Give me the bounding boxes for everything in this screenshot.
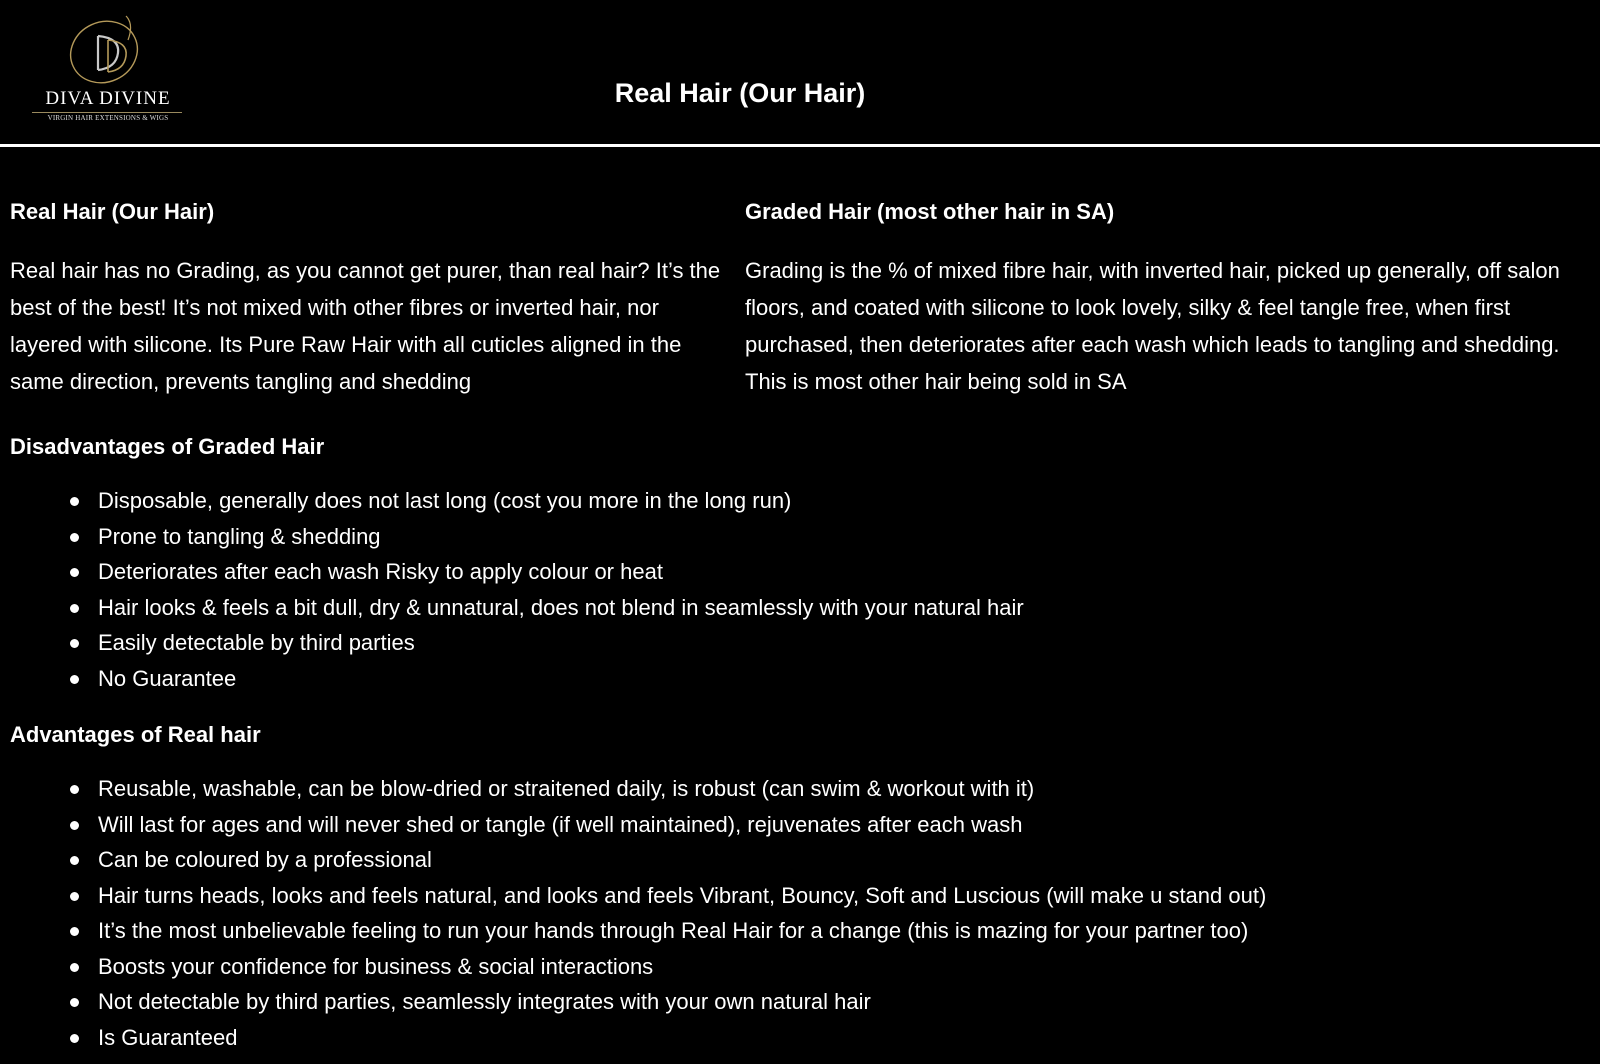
graded-hair-heading: Graded Hair (most other hair in SA) (745, 199, 1115, 224)
real-hair-heading: Real Hair (Our Hair) (10, 199, 215, 224)
diva-divine-logo (30, 10, 190, 130)
bullet-icon (70, 927, 79, 936)
bullet-icon (70, 821, 79, 830)
list-item-text: Hair turns heads, looks and feels natural, and looks and feels Vibrant, Bouncy, Soft and Luscious (will make u stand out) (98, 882, 1267, 908)
dd-monogram-icon (68, 10, 148, 88)
advantages-section (10, 719, 1590, 1055)
bullet-icon (70, 1034, 79, 1043)
list-item-text: Boosts your confidence for business & social interactions (98, 953, 654, 979)
list-item (10, 984, 1590, 1020)
list-item (10, 1020, 1590, 1056)
list-item (10, 519, 1590, 555)
list-item (10, 842, 1590, 878)
list-item-text: Can be coloured by a professional (98, 847, 432, 872)
disadvantages-section (10, 431, 1590, 696)
list-item-text: Prone to tangling & shedding (98, 523, 381, 549)
advantages-heading: Advantages of Real hair (10, 722, 261, 747)
bullet-icon (70, 568, 79, 577)
list-item (10, 483, 1590, 519)
bullet-icon (70, 497, 79, 506)
list-item-text: Hair looks & feels a bit dull, dry & unnatural, does not blend in seamlessly with your natural hair (98, 594, 1024, 620)
bullet-icon (70, 604, 79, 613)
bullet-icon (70, 639, 79, 648)
list-item (10, 661, 1590, 697)
bullet-icon (70, 856, 79, 865)
page-title: Real Hair (Our Hair) (614, 78, 866, 108)
bullet-icon (70, 785, 79, 794)
list-item (10, 913, 1590, 949)
list-item (10, 554, 1590, 590)
list-item (10, 807, 1590, 843)
list-item (10, 878, 1590, 914)
header (0, 0, 1600, 144)
bullet-icon (70, 675, 79, 684)
list-item-text: Disposable, generally does not last long (cost you more in the long run) (98, 488, 792, 513)
real-hair-column (10, 196, 730, 400)
bullet-icon (70, 998, 79, 1007)
list-item (10, 590, 1590, 626)
graded-hair-column (745, 196, 1595, 400)
header-divider (0, 144, 1600, 147)
logo-rule (32, 112, 182, 113)
list-item (10, 949, 1590, 985)
list-item-text: Reusable, washable, can be blow-dried or straitened daily, is robust (can swim & workout with it) (98, 776, 1035, 801)
real-hair-text: Real hair has no Grading, as you cannot get purer, than real hair? It’s the best of the best! It’s not mixed with other fibres or inverted hair, nor layered with silicone. Its Pure Raw Hair with all cuticles aligned in the same direction, prevents tangling and shedding (10, 258, 721, 394)
list-item-text: Not detectable by third parties, seamlessly integrates with your own natural hair (98, 989, 871, 1014)
list-item-text: Will last for ages and will never shed or tangle (if well maintained), rejuvenates after each wash (98, 811, 1023, 837)
logo-name: DIVA DIVINE (45, 88, 171, 109)
list-item-text: It’s the most unbelievable feeling to run your hands through Real Hair for a change (this is mazing for your partner too) (98, 918, 1249, 943)
bullet-icon (70, 892, 79, 901)
disadvantages-list (10, 483, 1590, 696)
list-item-text: Easily detectable by third parties (98, 630, 415, 655)
bullet-icon (70, 963, 79, 972)
logo-tagline: VIRGIN HAIR EXTENSIONS & WIGS (47, 114, 169, 122)
list-item-text: Deteriorates after each wash Risky to apply colour or heat (98, 559, 663, 584)
list-item-text: No Guarantee (98, 665, 237, 691)
graded-hair-text: Grading is the % of mixed fibre hair, with inverted hair, picked up generally, off salon floors, and coated with silicone to look lovely, silky & feel tangle free, when first purchased, then deteriorates after each wash which leads to tangling and shedding. This is most other hair being sold in SA (745, 258, 1560, 394)
bullet-icon (70, 533, 79, 542)
advantages-list (10, 771, 1590, 1055)
disadvantages-heading: Disadvantages of Graded Hair (10, 434, 325, 459)
list-item-text: Is Guaranteed (98, 1024, 238, 1050)
list-item (10, 771, 1590, 807)
list-item (10, 625, 1590, 661)
